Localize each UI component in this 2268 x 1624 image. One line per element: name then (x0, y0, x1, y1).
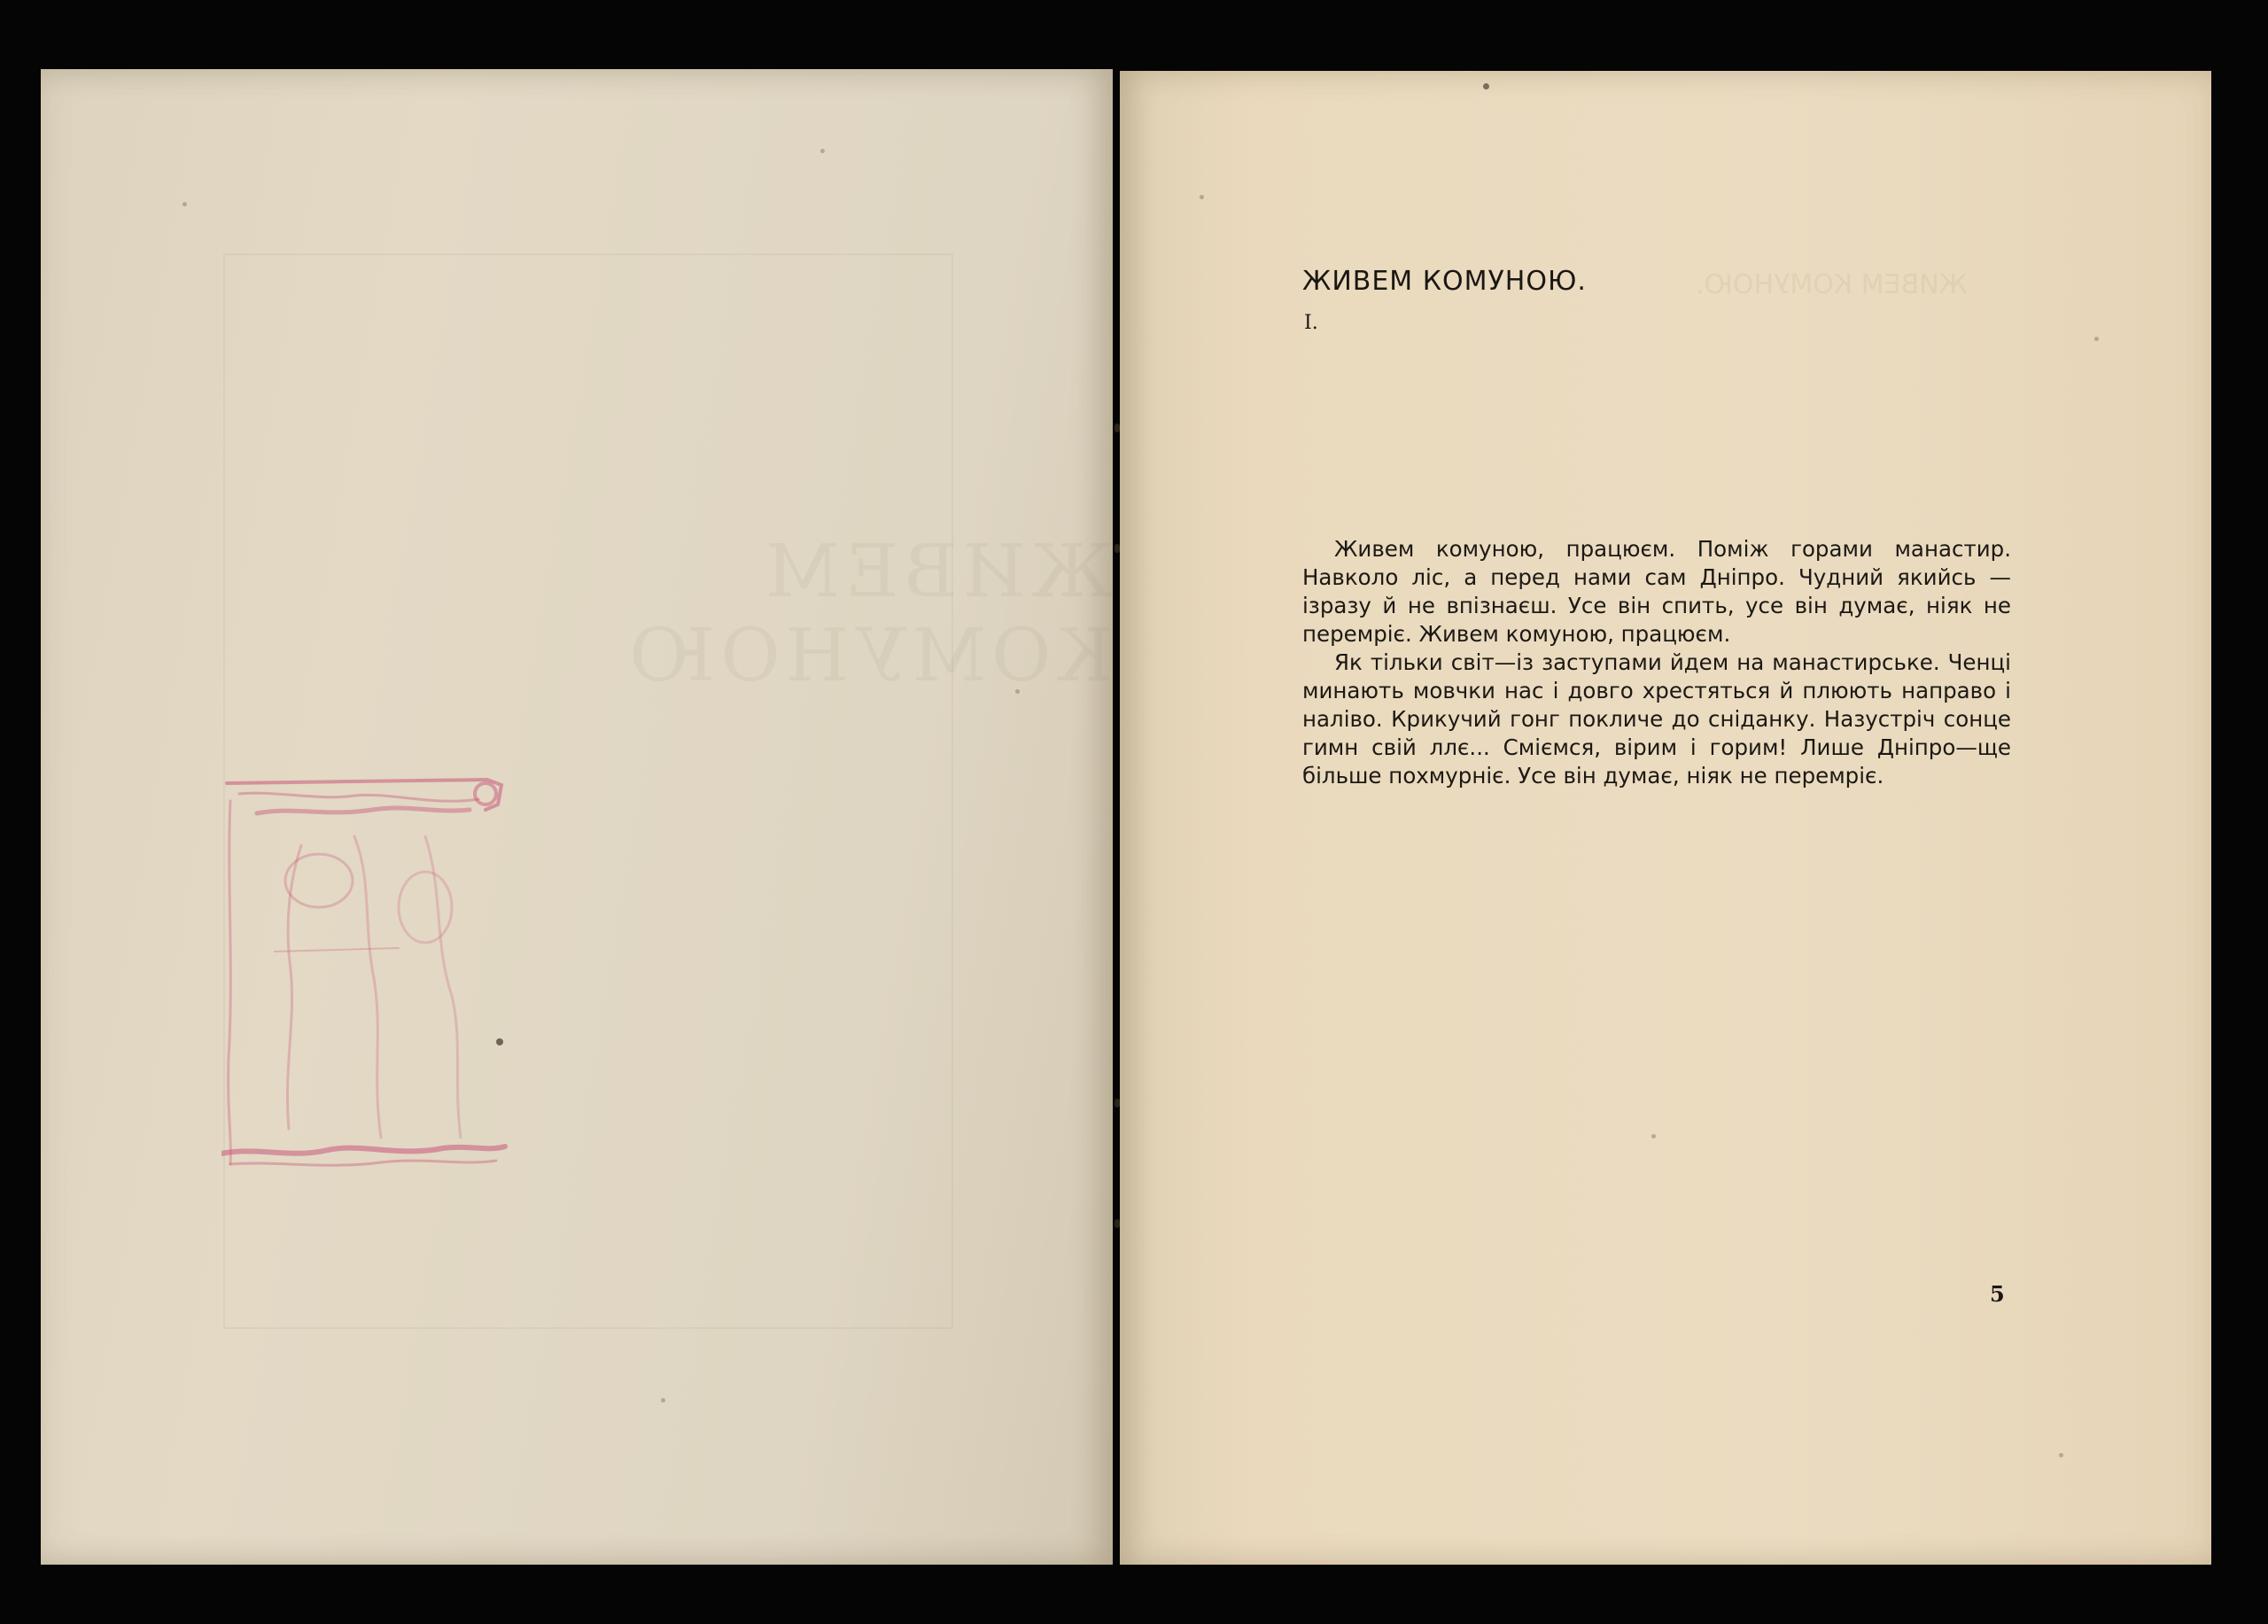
paper-speck (1483, 83, 1489, 89)
paper-speck (1015, 689, 1020, 694)
paper-speck (1200, 195, 1204, 199)
left-page (41, 69, 1113, 1565)
right-page (1120, 71, 2211, 1565)
paper-speck (820, 149, 825, 153)
library-stamp-icon (221, 774, 514, 1173)
paragraph-2: Як тільки світ—із заступами йдем на манастирське. Ченці минають мовчки нас і довго хрестяться й плюють направо і наліво. Крикучий гонг покличе до сніданку. Назустріч сонце гимн свій ллє... Сміємся, вірим і горим! Лише Дніпро—ще більше похмурніє. Усе він думає, ніяк не перемріє. (1302, 649, 2011, 789)
paper-speck (661, 1398, 665, 1403)
paper-speck (2094, 337, 2099, 341)
paper-speck (1651, 1134, 1656, 1138)
section-number: I. (1304, 312, 1318, 334)
body-text (1302, 535, 2011, 790)
chapter-heading: ЖИВЕМ КОМУНОЮ. (1302, 266, 1587, 297)
paper-speck (2059, 1453, 2063, 1457)
paper-speck (183, 202, 187, 206)
paper-speck (496, 1038, 503, 1045)
show-through-title: ЖИВЕМ КОМУНОЮ (623, 530, 1113, 698)
paragraph-1: Живем комуною, працюєм. Поміж горами манастир. Навколо ліс, а перед нами сам Дніпро. Чудний якийсь —ізразу й не впізнаєш. Усе він спить, усе він думає, ніяк не перемріє. Живем комуною, працюєм. (1302, 536, 2011, 647)
page-number: 5 (1990, 1281, 2005, 1307)
show-through-heading: ЖИВЕМ КОМУНОЮ. (1696, 269, 1968, 300)
